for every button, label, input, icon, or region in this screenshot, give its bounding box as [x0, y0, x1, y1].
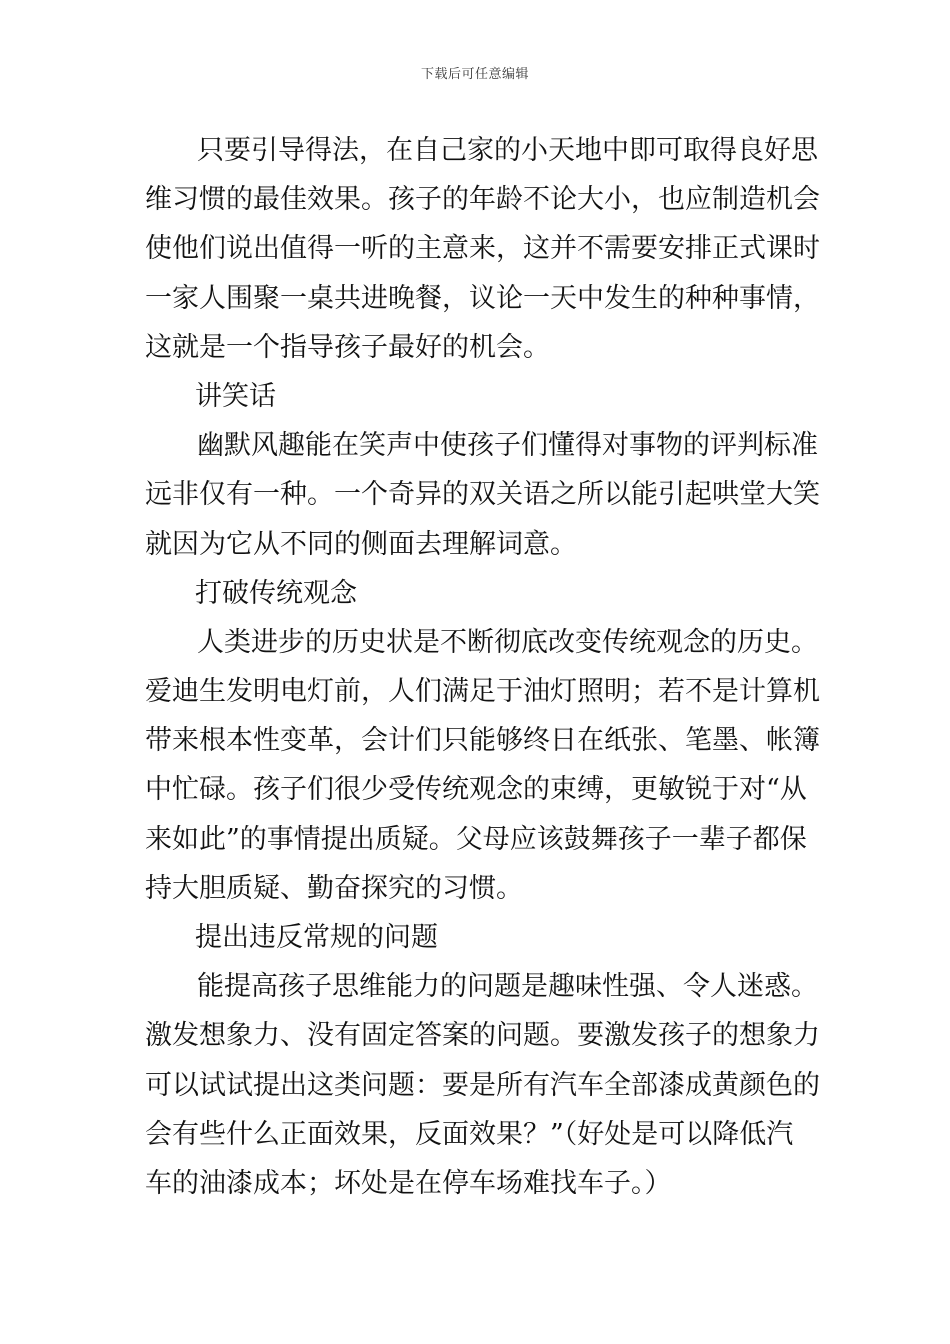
page-header: 下载后可任意编辑 [420, 67, 529, 82]
paragraph-line: 可以试试提出这类问题：要是所有汽车全部漆成黄颜色的 [145, 1069, 820, 1101]
paragraph-line: 只要引导得法，在自己家的小天地中即可取得良好思 [197, 135, 818, 166]
section-heading: 打破传统观念 [195, 577, 357, 609]
paragraph-line: 激发想象力、没有固定答案的问题。要激发孩子的想象力 [145, 1020, 820, 1052]
document-body [145, 126, 820, 1208]
paragraph [145, 618, 820, 913]
paragraph-line: 持大胆质疑、勤奋探究的习惯。 [145, 872, 523, 904]
paragraph-line: 中忙碌。孩子们很少受传统观念的束缚，更敏锐于对“从 [145, 774, 807, 806]
paragraph [145, 126, 820, 372]
paragraph-line: 一家人围聚一桌共进晚餐，议论一天中发生的种种事情， [145, 282, 820, 314]
paragraph-line: 使他们说出值得一听的主意来，这并不需要安排正式课时 [145, 233, 820, 265]
paragraph-line: 会有些什么正面效果，反面效果？”（好处是可以降低汽 [145, 1118, 794, 1150]
paragraph [145, 421, 820, 569]
paragraph-line: 这就是一个指导孩子最好的机会。 [145, 331, 550, 363]
section-heading: 讲笑话 [195, 380, 276, 412]
paragraph-line: 车的油漆成本；坏处是在停车场难找车子。） [145, 1167, 672, 1199]
paragraph-line: 就因为它从不同的侧面去理解词意。 [145, 528, 577, 560]
paragraph-line: 人类进步的历史状是不断彻底改变传统观念的历史。 [197, 626, 818, 658]
paragraph-line: 来如此”的事情提出质疑。父母应该鼓舞孩子一辈子都保 [145, 823, 807, 855]
paragraph-line: 爱迪生发明电灯前，人们满足于油灯照明；若不是计算机 [145, 676, 820, 708]
paragraph-line: 能提高孩子思维能力的问题是趣味性强、令人迷惑。 [197, 971, 818, 1003]
paragraph-line: 远非仅有一种。一个奇异的双关语之所以能引起哄堂大笑 [145, 479, 820, 511]
paragraph-line: 带来根本性变革，会计们只能够终日在纸张、笔墨、帐簿 [145, 725, 820, 757]
paragraph [145, 962, 820, 1208]
paragraph-line: 维习惯的最佳效果。孩子的年龄不论大小，也应制造机会 [145, 184, 820, 216]
paragraph-line: 幽默风趣能在笑声中使孩子们懂得对事物的评判标准 [197, 430, 818, 462]
section-heading: 提出违反常规的问题 [195, 922, 438, 953]
